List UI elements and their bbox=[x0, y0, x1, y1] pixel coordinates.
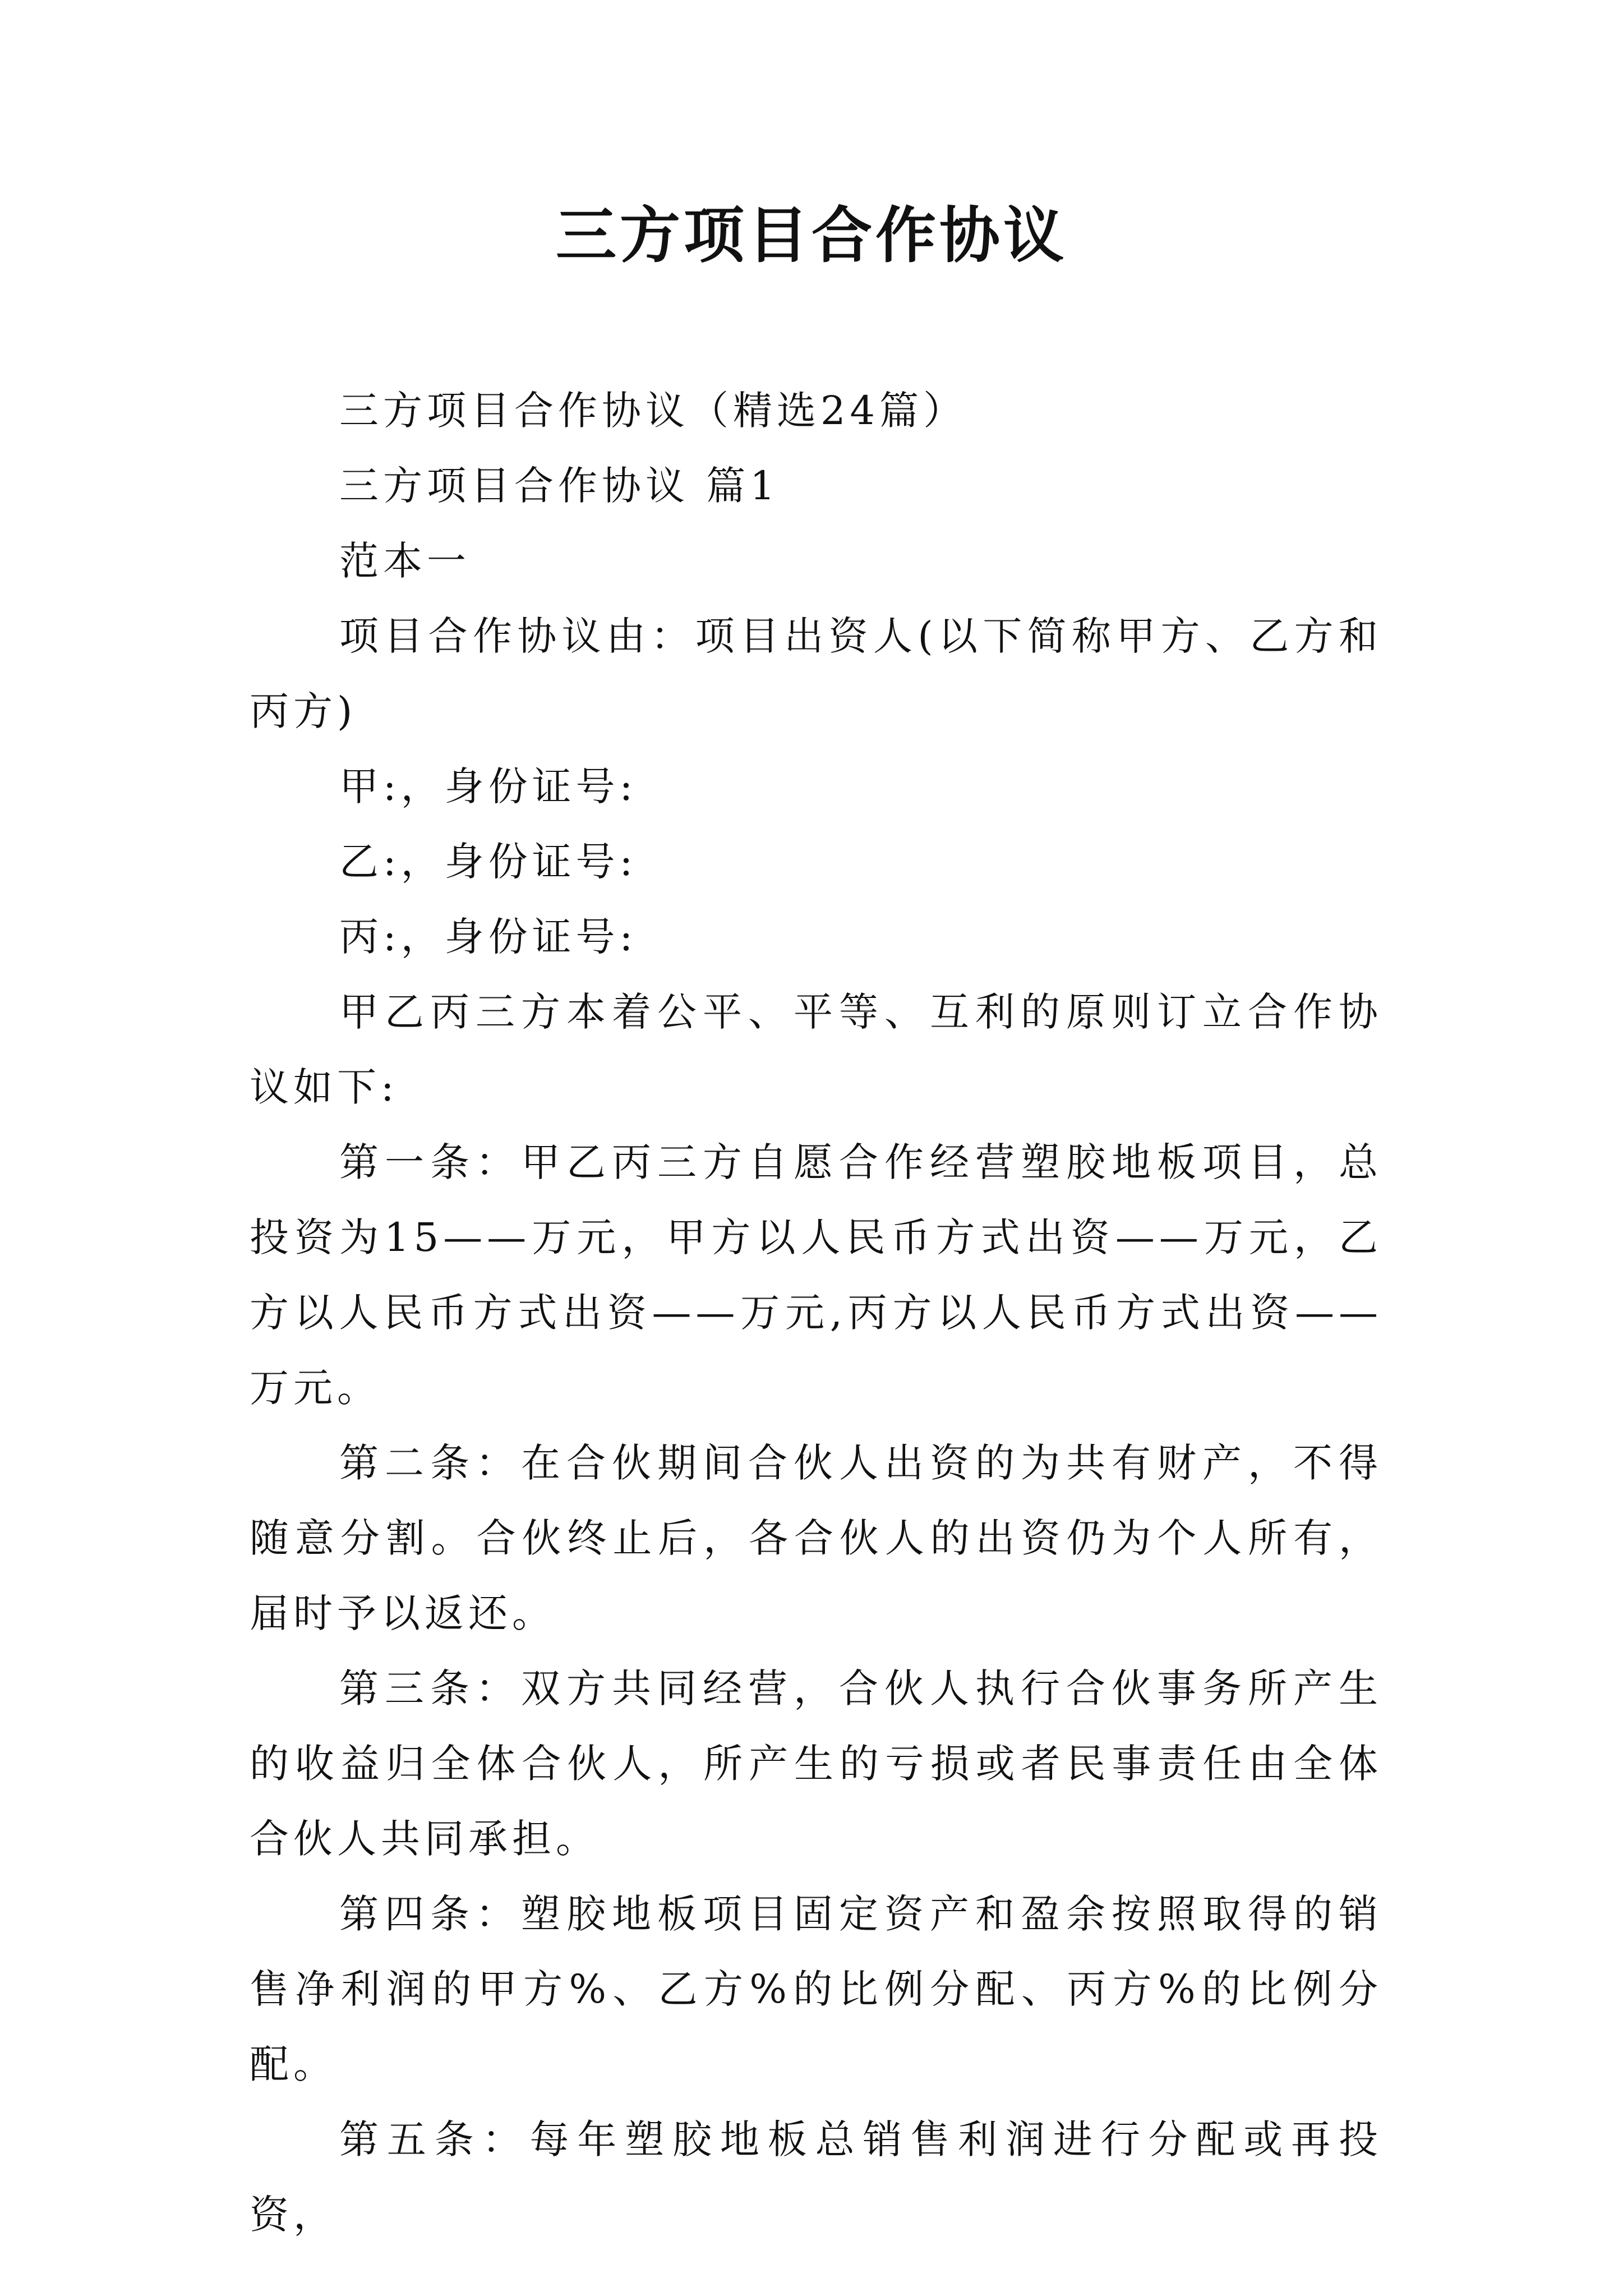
paragraph-parties-intro: 项目合作协议由：项目出资人(以下简称甲方、乙方和丙方) bbox=[250, 613, 1382, 734]
paragraph-article-3: 第三条：双方共同经营，合伙人执行合伙事务所产生的收益归全体合伙人，所产生的亏损或者民事责任由全体合伙人共同承担。 bbox=[250, 1665, 1382, 1862]
paragraph-template-label: 范本一 bbox=[339, 538, 471, 584]
paragraph-party-a: 甲:，身份证号: bbox=[339, 763, 638, 809]
paragraph-party-b: 乙:，身份证号: bbox=[339, 839, 638, 885]
paragraph-party-c: 丙:，身份证号: bbox=[339, 914, 638, 960]
document-body bbox=[250, 373, 1382, 2252]
paragraph-principle: 甲乙丙三方本着公平、平等、互利的原则订立合作协议如下: bbox=[250, 989, 1382, 1110]
paragraph-article-4: 第四条：塑胶地板项目固定资产和盈余按照取得的销售净利润的甲方%、乙方%的比例分配、丙方%的比例分配。 bbox=[250, 1891, 1382, 2087]
paragraph-section-heading: 三方项目合作协议 篇1 bbox=[339, 463, 780, 509]
paragraph-subtitle: 三方项目合作协议（精选24篇） bbox=[339, 388, 967, 434]
document-title: 三方项目合作协议 bbox=[555, 200, 1067, 271]
paragraph-article-5: 第五条：每年塑胶地板总销售利润进行分配或再投资， bbox=[250, 2116, 1382, 2238]
paragraph-article-1: 第一条：甲乙丙三方自愿合作经营塑胶地板项目，总投资为15——万元，甲方以人民币方式出资——万元，乙方以人民币方式出资——万元,丙方以人民币方式出资——万元。 bbox=[250, 1139, 1382, 1411]
paragraph-article-2: 第二条：在合伙期间合伙人出资的为共有财产，不得随意分割。合伙终止后，各合伙人的出资仍为个人所有，届时予以返还。 bbox=[250, 1440, 1382, 1636]
